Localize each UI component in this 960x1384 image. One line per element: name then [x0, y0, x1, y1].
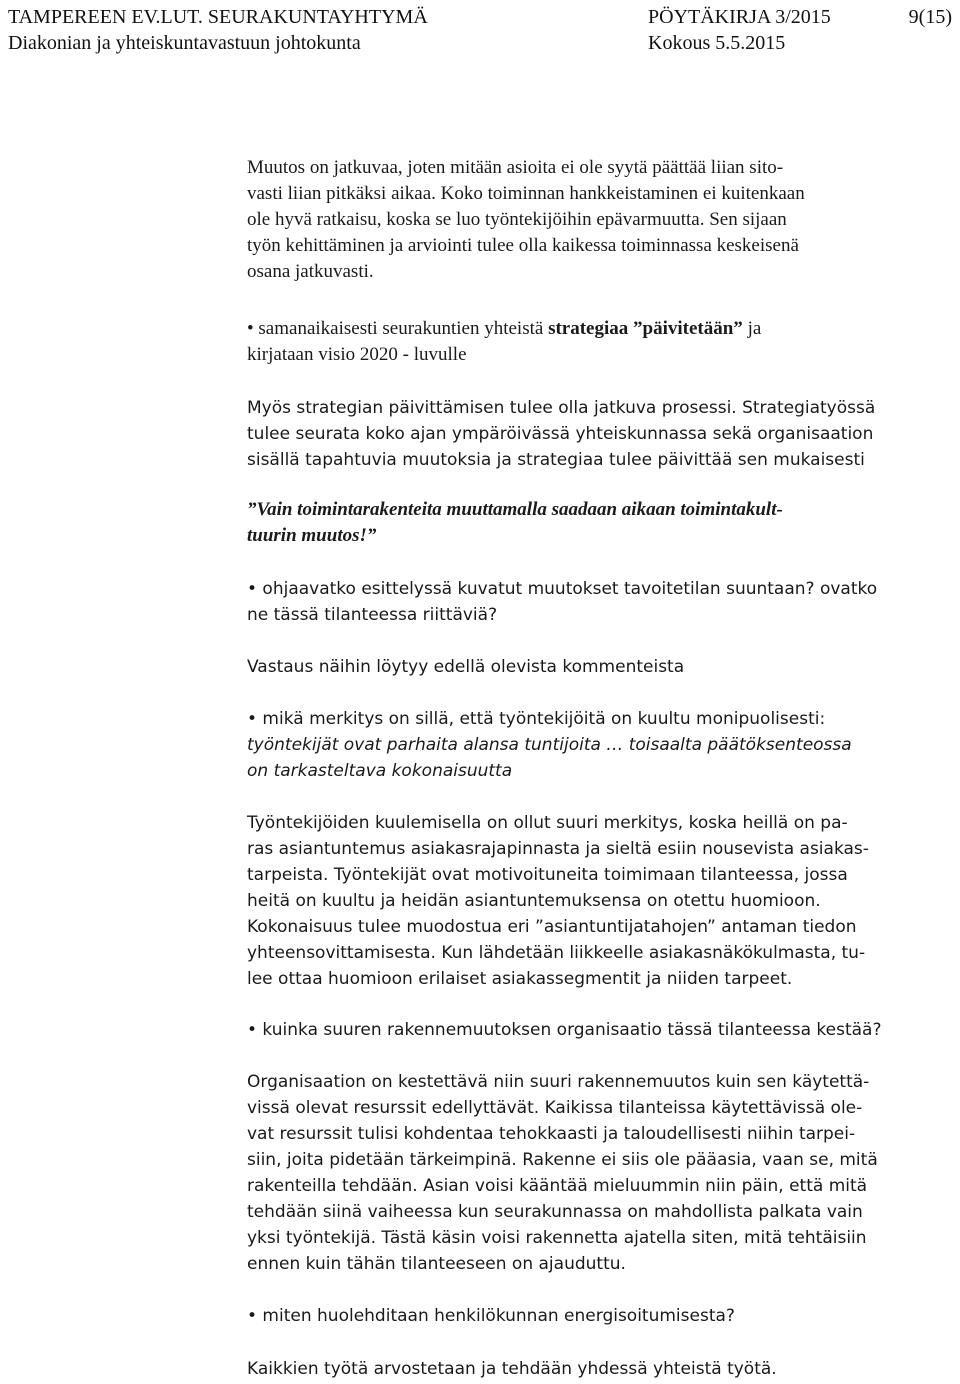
document-title: PÖYTÄKIRJA 3/2015: [648, 6, 831, 28]
text-line: vasti liian pitkäksi aikaa. Koko toiminnan hankkeistaminen ei kuitenkaan: [247, 183, 805, 204]
text-line: tuurin muutos!”: [247, 525, 377, 546]
text-line: ras asiantuntemus asiakasrajapinnasta ja sieltä esiin nousevista asiakas-: [247, 839, 869, 859]
page-number: 9(15): [908, 6, 952, 28]
text-line: rakenteilla tehdään. Asian voisi kääntää mieluummin niin päin, että mitä: [247, 1176, 868, 1196]
bold-text: strategiaa ”päivitetään”: [548, 318, 743, 339]
text-line: ole hyvä ratkaisu, koska se luo työntekijöihin epävarmuutta. Sen sijaan: [247, 209, 787, 230]
quote-block: [247, 497, 907, 549]
text-line: ennen kuin tähän tilanteeseen on ajauduttu.: [247, 1254, 626, 1274]
text-line: sisällä tapahtuvia muutoksia ja strategiaa tulee päivittää sen mukaisesti: [247, 450, 865, 470]
text-line: Kaikkien työtä arvostetaan ja tehdään yhdessä yhteistä työtä.: [247, 1359, 777, 1379]
board-name: Diakonian ja yhteiskuntavastuun johtokunta: [8, 32, 361, 54]
bullet-restructuring: [247, 1017, 907, 1043]
text-line: • ohjaavatko esittelyssä kuvatut muutokset tavoitetilan suuntaan? ovatko: [247, 579, 878, 599]
text-line: ne tässä tilanteessa riittäviä?: [247, 605, 498, 625]
bullet-staff-energy: [247, 1303, 907, 1329]
text-line: tehdään siinä vaiheessa kun seurakunnassa on mahdollista palkata vain: [247, 1202, 863, 1222]
text-line: tarpeista. Työntekijät ovat motivoituneita toimimaan tilanteessa, jossa: [247, 865, 848, 885]
bullet-employee-hearing: [247, 706, 907, 784]
paragraph-restructuring: [247, 1069, 907, 1277]
text-line: Työntekijöiden kuulemisella on ollut suuri merkitys, koska heillä on pa-: [247, 813, 848, 833]
bullet-text: • samanaikaisesti seurakuntien yhteistä: [247, 318, 549, 339]
text-line: heitä on kuultu ja heidän asiantuntemuksensa on otettu huomioon.: [247, 891, 821, 911]
paragraph-change-continuous: [247, 155, 907, 285]
text-line: työn kehittäminen ja arviointi tulee olla kaikessa toiminnassa keskeisenä: [247, 235, 799, 256]
page-header: [8, 4, 952, 56]
text-line: osana jatkuvasti.: [247, 261, 374, 282]
text-line: kirjataan visio 2020 - luvulle: [247, 344, 467, 365]
text-line: Organisaation on kestettävä niin suuri rakennemuutos kuin sen käytettä-: [247, 1072, 870, 1092]
paragraph-strategy-process: [247, 395, 907, 473]
meeting-date: Kokous 5.5.2015: [648, 32, 786, 54]
text-line: Vastaus näihin löytyy edellä olevista kommenteista: [247, 657, 685, 677]
text-line: yhteensovittamisesta. Kun lähdetään liikkeelle asiakasnäkökulmasta, tu-: [247, 943, 866, 963]
text-line: lee ottaa huomioon erilaiset asiakassegmentit ja niiden tarpeet.: [247, 969, 793, 989]
text-line: Myös strategian päivittämisen tulee olla jatkuva prosessi. Strategiatyössä: [247, 398, 876, 418]
organization-name: TAMPEREEN EV.LUT. SEURAKUNTAYHTYMÄ: [8, 6, 428, 28]
bullet-text: ja: [742, 318, 762, 339]
text-line: työntekijät ovat parhaita alansa tuntijoita … toisaalta päätöksenteossa: [247, 735, 852, 755]
bullet-strategy-update: [247, 316, 907, 368]
text-line: siin, joita pidetään tärkeimpinä. Rakenne ei siis ole pääasia, vaan se, mitä: [247, 1150, 878, 1170]
text-line: • miten huolehditaan henkilökunnan energisoitumisesta?: [247, 1306, 735, 1326]
text-line: • kuinka suuren rakennemuutoksen organisaatio tässä tilanteessa kestää?: [247, 1020, 882, 1040]
text-line: Kokonaisuus tulee muodostua eri ”asiantuntijatahojen” antaman tiedon: [247, 917, 857, 937]
text-line: yksi työntekijä. Tästä käsin voisi rakennetta ajatella siten, mitä tehtäisiin: [247, 1228, 867, 1248]
text-line: tulee seurata koko ajan ympäröivässä yhteiskunnassa sekä organisaation: [247, 424, 874, 444]
bullet-changes-direction: [247, 576, 907, 628]
text-line: • mikä merkitys on sillä, että työntekijöitä on kuultu monipuolisesti:: [247, 709, 826, 729]
text-line: vissä olevat resurssit edellyttävät. Kaikissa tilanteissa käytettävissä ole-: [247, 1098, 863, 1118]
paragraph-answer: [247, 654, 907, 680]
text-line: ”Vain toimintarakenteita muuttamalla saadaan aikaan toimintakult-: [247, 499, 783, 520]
paragraph-appreciation: [247, 1356, 907, 1382]
text-line: [247, 316, 907, 342]
paragraph-employee-hearing: [247, 810, 907, 992]
text-line: on tarkasteltava kokonaisuutta: [247, 761, 513, 781]
text-line: Muutos on jatkuvaa, joten mitään asioita ei ole syytä päättää liian sito-: [247, 157, 784, 178]
text-line: vat resurssit tulisi kohdentaa tehokkaasti ja taloudellisesti niihin tarpei-: [247, 1124, 856, 1144]
